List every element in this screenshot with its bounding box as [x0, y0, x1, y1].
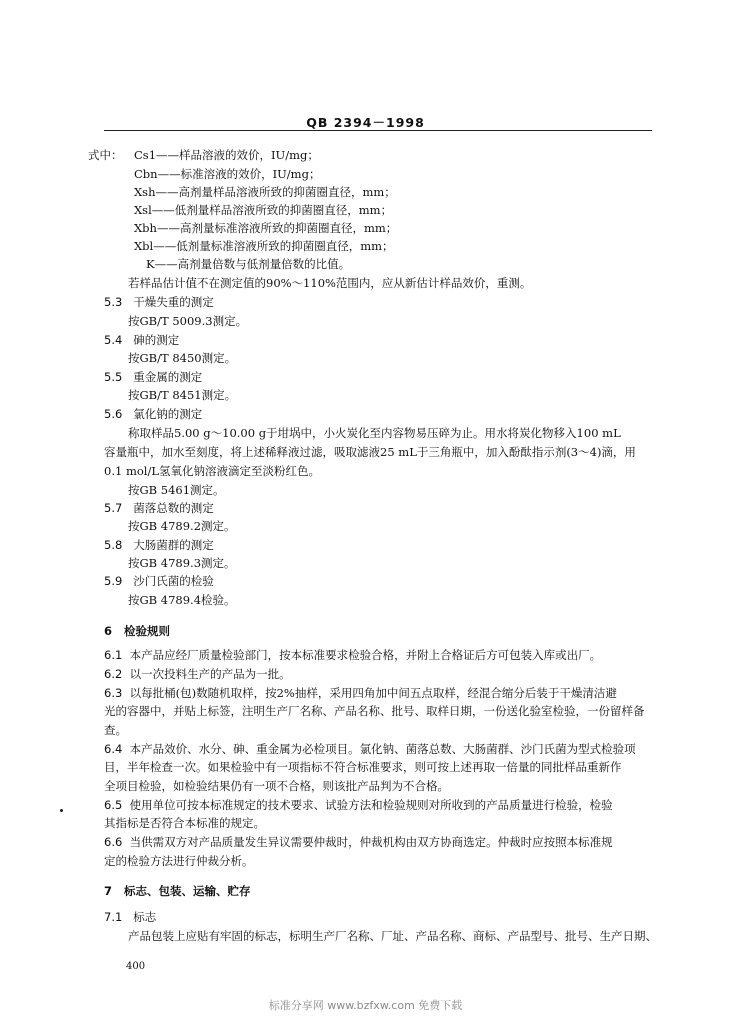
- section-number: 5.9: [104, 574, 123, 588]
- clause-text: 使用单位可按本标准规定的技术要求、试验方法和检验规则对所收到的产品质量进行检验，检验: [129, 798, 613, 812]
- clause-number: 6.6: [104, 835, 123, 849]
- chapter-7-heading: [104, 885, 251, 898]
- section-number: 5.5: [104, 370, 123, 384]
- formula-var: Xsl——低剂量样品溶液所致的抑菌圈直径，mm；: [134, 203, 393, 217]
- section-5-7-body: 按GB 4789.2测定。: [128, 519, 236, 533]
- page-number: 400: [126, 961, 146, 972]
- section-number: 5.3: [104, 295, 123, 309]
- clause-number: 7.1: [104, 910, 123, 924]
- section-number: 5.8: [104, 538, 123, 552]
- margin-speck: [60, 809, 63, 812]
- section-5-4-heading: [104, 334, 179, 347]
- section-5-3-body: 按GB/T 5009.3测定。: [128, 314, 248, 328]
- section-title: 干燥失重的测定: [133, 295, 214, 309]
- section-title: 大肠菌群的测定: [133, 538, 214, 552]
- section-5-8-heading: [104, 539, 214, 552]
- clause-6-3-line: 光的容器中，并贴上标签，注明生产厂名称、产品名称、批号、取样日期，一份送化验室检验，一份留样备: [104, 704, 645, 718]
- section-title: 菌落总数的测定: [133, 501, 214, 515]
- clause-text: 以一次投料生产的产品为一批。: [129, 667, 291, 681]
- section-5-9-body: 按GB 4789.4检验。: [128, 593, 236, 607]
- clause-7-1-heading: [104, 911, 156, 924]
- section-5-5-heading: [104, 371, 202, 384]
- header-rule: [104, 130, 652, 131]
- section-5-8-body: 按GB 4789.3测定。: [128, 556, 236, 570]
- clause-6-3-line: 查。: [104, 723, 127, 737]
- section-5-6-heading: [104, 408, 202, 421]
- section-5-6-line: 0.1 mol/L氢氧化钠溶液滴定至淡粉红色。: [104, 464, 320, 478]
- section-title: 重金属的测定: [133, 370, 203, 384]
- formula-note: 若样品估计值不在测定值的90%～110%范围内，应从新估计样品效价，重测。: [128, 276, 532, 290]
- watermark-footer: 标准分享网 www.bzfxw.com 免费下载: [268, 999, 463, 1012]
- section-5-6-line: 称取样品5.00 g～10.00 g于坩埚中，小火炭化至内容物易压碎为止。用水将炭化物移入100 mL: [128, 426, 621, 440]
- section-5-3-heading: [104, 296, 214, 309]
- clause-7-1-text: 产品包装上应贴有牢固的标志，标明生产厂名称、厂址、产品名称、商标、产品型号、批号、生产日期、: [128, 929, 657, 943]
- section-number: 5.4: [104, 333, 123, 347]
- section-5-6-body: 按GB 5461测定。: [128, 483, 225, 497]
- clause-number: 6.3: [104, 686, 123, 700]
- clause-6-4: [104, 743, 636, 756]
- section-title: 砷的测定: [133, 333, 180, 347]
- section-5-7-heading: [104, 502, 214, 515]
- clause-6-1: [104, 649, 601, 662]
- section-5-6-line: 容量瓶中，加水至刻度，将上述稀释液过滤，吸取滤液25 mL于三角瓶中，加入酚酞指示剂(3～4)滴，用: [104, 445, 636, 459]
- clause-text: 以每批桶(包)数随机取样，按2%抽样，采用四角加中间五点取样，经混合缩分后装于干燥清洁避: [129, 686, 617, 700]
- section-title: 沙门氏菌的检验: [133, 574, 214, 588]
- section-5-5-body: 按GB/T 8451测定。: [128, 388, 237, 402]
- section-number: 5.7: [104, 501, 123, 515]
- clause-number: 6.4: [104, 742, 123, 756]
- chapter-number: 7: [104, 884, 113, 898]
- formula-var: Xbh——高剂量标准溶液所致的抑菌圈直径，mm；: [134, 221, 398, 235]
- section-title: 氯化钠的测定: [133, 407, 203, 421]
- section-5-4-body: 按GB/T 8450测定。: [128, 351, 237, 365]
- clause-6-4-line: 全项目检验，如检验结果仍有一项不合格，则该批产品判为不合格。: [104, 779, 449, 793]
- formula-var: K——高剂量倍数与低剂量倍数的比值。: [146, 257, 351, 271]
- chapter-6-heading: [104, 625, 170, 638]
- clause-6-2: [104, 668, 291, 681]
- clause-6-5: [104, 799, 613, 812]
- chapter-title: 标志、包装、运输、贮存: [124, 884, 251, 898]
- clause-number: 6.1: [104, 648, 123, 662]
- section-5-9-heading: [104, 575, 214, 588]
- formula-var: Xsh——高剂量样品溶液所致的抑菌圈直径，mm；: [134, 185, 396, 199]
- clause-number: 6.5: [104, 798, 123, 812]
- formula-var: Cbn——标准溶液的效价，IU/mg；: [134, 167, 321, 181]
- clause-6-5-line: 其指标是否符合本标准的规定。: [104, 816, 265, 830]
- chapter-number: 6: [104, 624, 113, 638]
- clause-6-6: [104, 836, 613, 849]
- formula-lead: 式中：: [88, 148, 123, 162]
- clause-text: 当供需双方对产品质量发生异议需要仲裁时，仲裁机构由双方协商选定。仲裁时应按照本标准规: [129, 835, 613, 849]
- formula-var: Cs1——样品溶液的效价，IU/mg；: [134, 148, 319, 162]
- document-header: QB 2394－1998: [306, 115, 425, 130]
- clause-6-6-line: 定的检验方法进行仲裁分析。: [104, 854, 254, 868]
- section-number: 5.6: [104, 407, 123, 421]
- clause-6-3: [104, 687, 617, 700]
- clause-title: 标志: [133, 910, 157, 924]
- clause-text: 本产品应经厂质量检验部门，按本标准要求检验合格，并附上合格证后方可包装入库或出厂。: [129, 648, 602, 662]
- formula-var: Xbl——低剂量标准溶液所致的抑菌圈直径，mm；: [134, 239, 394, 253]
- clause-number: 6.2: [104, 667, 123, 681]
- clause-text: 本产品效价、水分、砷、重金属为必检项目。氯化钠、菌落总数、大肠菌群、沙门氏菌为型式检验项: [129, 742, 636, 756]
- clause-6-4-line: 目，半年检查一次。如果检验中有一项指标不符合标准要求，则可按上述再取一倍量的同批样品重新作: [104, 760, 622, 774]
- chapter-title: 检验规则: [124, 624, 171, 638]
